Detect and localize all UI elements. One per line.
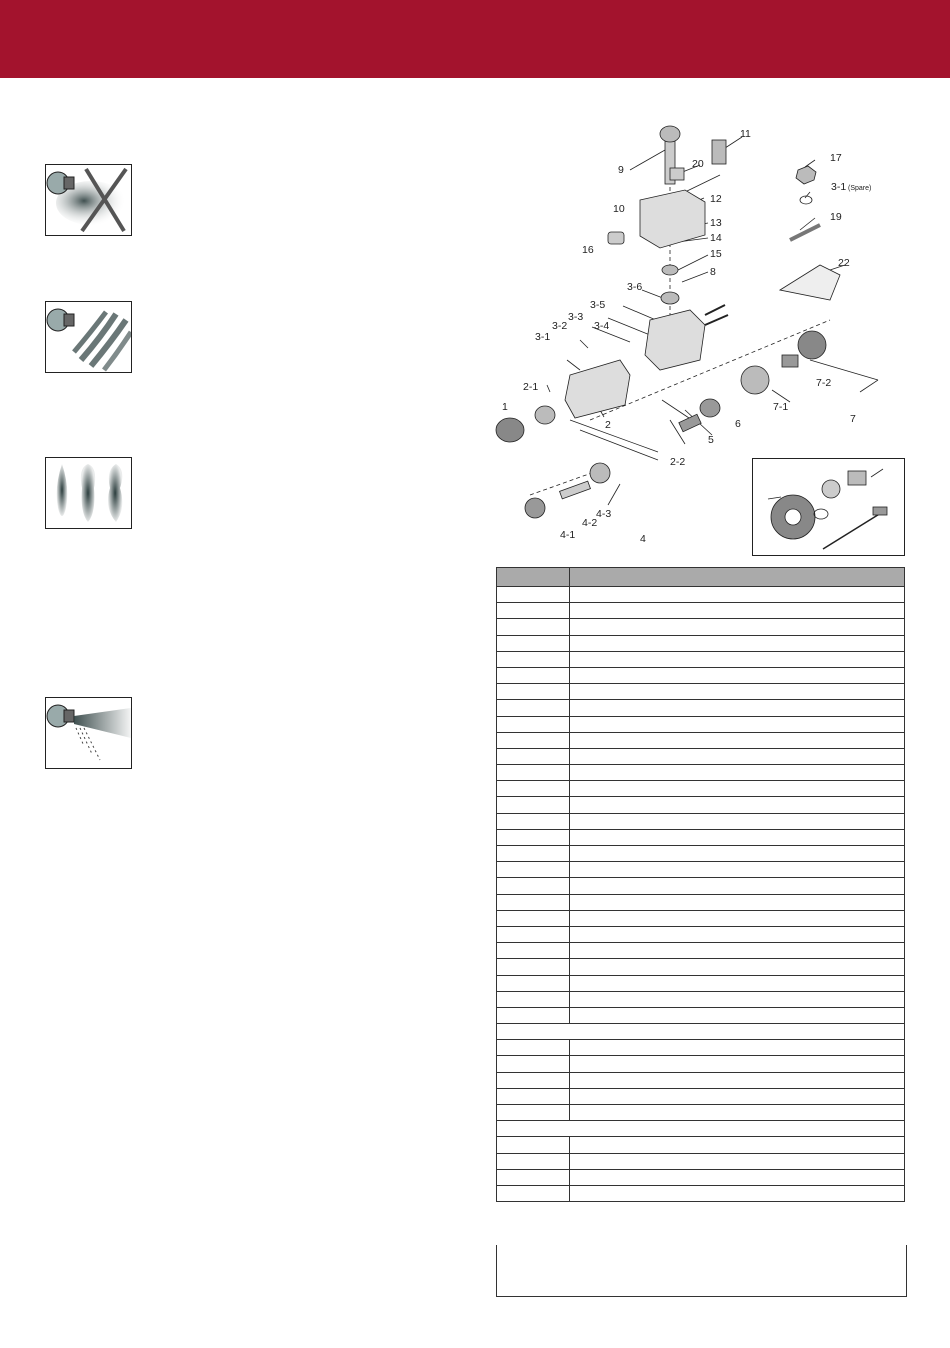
table-cell (570, 878, 905, 894)
table-row (497, 846, 905, 862)
diagram-label: 3-5 (590, 299, 606, 311)
table-row (497, 926, 905, 942)
table-cell (497, 797, 570, 813)
table-cell (570, 732, 905, 748)
header-bar (0, 0, 950, 78)
table-cell (497, 975, 570, 991)
table-cell (497, 716, 570, 732)
diagram-label: 3-3 (568, 311, 584, 323)
table-cell (497, 1137, 570, 1153)
table-header-cell (570, 568, 905, 587)
diagram-label: 10 (613, 203, 625, 215)
spray-pattern-shapes-icon (45, 457, 132, 529)
table-row (497, 635, 905, 651)
diagram-label: 3-2 (552, 320, 568, 332)
table-cell (570, 716, 905, 732)
diagram-label: 7-1 (773, 401, 789, 413)
table-row (497, 1169, 905, 1185)
table-row (497, 1040, 905, 1056)
table-cell (570, 959, 905, 975)
table-cell (570, 926, 905, 942)
table-cell (497, 1169, 570, 1185)
table-row (497, 1007, 905, 1023)
table-row (497, 732, 905, 748)
diagram-label: 12 (710, 193, 722, 205)
table-cell (570, 894, 905, 910)
table-cell (570, 846, 905, 862)
table-cell (570, 943, 905, 959)
table-row (497, 1088, 905, 1104)
table-row (497, 975, 905, 991)
table-cell (570, 635, 905, 651)
table-row (497, 700, 905, 716)
table-row (497, 1137, 905, 1153)
table-row (497, 829, 905, 845)
diagram-label: 13 (710, 217, 722, 229)
diagram-label: 4-1 (560, 529, 576, 541)
table-cell (497, 829, 570, 845)
diagram-label: 14 (710, 232, 722, 244)
diagram-label: 7 (850, 413, 856, 425)
table-cell (570, 1056, 905, 1072)
diagram-label: 3-1 (535, 331, 551, 343)
table-row (497, 587, 905, 603)
wavy-spray-icon (45, 301, 132, 373)
table-cell (570, 813, 905, 829)
diagram-label: 3-1 (831, 181, 847, 193)
diagram-label: 6 (735, 418, 741, 430)
table-cell (497, 926, 570, 942)
table-cell (570, 603, 905, 619)
table-cell (570, 829, 905, 845)
diagram-label: 16 (582, 244, 594, 256)
table-cell (570, 1072, 905, 1088)
diagram-label: 15 (710, 248, 722, 260)
table-cell (570, 1105, 905, 1121)
diagram-label: 4-3 (596, 508, 612, 520)
diagram-label: 4 (640, 533, 646, 545)
table-cell (497, 700, 570, 716)
table-row (497, 943, 905, 959)
spitting-spray-icon (45, 697, 132, 769)
table-cell (497, 813, 570, 829)
table-cell (570, 797, 905, 813)
diagram-label: 2 (605, 419, 611, 431)
diagram-label: 7-2 (816, 377, 832, 389)
table-cell (497, 1105, 570, 1121)
inset-parts-box (752, 458, 905, 556)
table-row (497, 748, 905, 764)
table-cell (570, 587, 905, 603)
table-row (497, 991, 905, 1007)
table-row (497, 797, 905, 813)
diagram-label: (Spare) (848, 185, 872, 192)
table-cell (497, 1088, 570, 1104)
table-cell (497, 1121, 905, 1137)
table-header-cell (497, 568, 570, 587)
table-row (497, 765, 905, 781)
diagram-label: 2-1 (523, 381, 539, 393)
table-cell (570, 1007, 905, 1023)
table-cell (497, 1024, 905, 1040)
table-row (497, 603, 905, 619)
table-row (497, 667, 905, 683)
table-cell (497, 732, 570, 748)
table-row (497, 959, 905, 975)
table-cell (497, 667, 570, 683)
table-cell (570, 991, 905, 1007)
table-cell (497, 1040, 570, 1056)
diagram-label: 3-6 (627, 281, 643, 293)
table-cell (570, 684, 905, 700)
table-cell (497, 1007, 570, 1023)
diagram-label: 2-2 (670, 456, 686, 468)
table-cell (497, 959, 570, 975)
diagram-label: 3-4 (594, 320, 610, 332)
table-row (497, 651, 905, 667)
table-cell (497, 1072, 570, 1088)
table-cell (497, 943, 570, 959)
table-cell (570, 910, 905, 926)
table-row (497, 684, 905, 700)
table-cell (570, 1185, 905, 1201)
diagram-label: 19 (830, 211, 842, 223)
diagram-label: 20 (692, 158, 704, 170)
table-cell (570, 667, 905, 683)
table-cell (497, 910, 570, 926)
table-row (497, 1153, 905, 1169)
table-cell (497, 619, 570, 635)
table-row (497, 1056, 905, 1072)
diagram-label: 22 (838, 257, 850, 269)
table-cell (497, 684, 570, 700)
table-row (497, 619, 905, 635)
table-cell (497, 846, 570, 862)
table-cell (497, 587, 570, 603)
diagram-label: 4-2 (582, 517, 598, 529)
table-cell (570, 862, 905, 878)
table-cell (570, 781, 905, 797)
table-cell (570, 1040, 905, 1056)
table-row (497, 1185, 905, 1201)
table-cell (570, 700, 905, 716)
table-row (497, 1072, 905, 1088)
table-cell (497, 635, 570, 651)
table-cell (497, 603, 570, 619)
table-cell (570, 1153, 905, 1169)
table-row (497, 878, 905, 894)
parts-table (496, 567, 905, 1202)
table-cell (497, 878, 570, 894)
table-cell (570, 765, 905, 781)
table-row (497, 716, 905, 732)
table-cell (497, 748, 570, 764)
table-cell (497, 781, 570, 797)
table-cell (497, 894, 570, 910)
table-cell (497, 862, 570, 878)
table-section-row (497, 1024, 905, 1040)
diagram-label: 1 (502, 401, 508, 413)
table-cell (570, 1088, 905, 1104)
diagram-label: 8 (710, 266, 716, 278)
table-cell (497, 1056, 570, 1072)
table-cell (570, 651, 905, 667)
diagram-label: 5 (708, 434, 714, 446)
table-row (497, 813, 905, 829)
diagram-label: 11 (740, 128, 751, 140)
table-cell (570, 619, 905, 635)
table-cell (497, 1153, 570, 1169)
diagram-label: 9 (618, 164, 624, 176)
table-row (497, 910, 905, 926)
table-cell (497, 991, 570, 1007)
note-box (496, 1245, 907, 1297)
table-cell (497, 765, 570, 781)
table-row (497, 781, 905, 797)
diagram-label: 17 (830, 152, 842, 164)
crossed-out-spray-icon (45, 164, 132, 236)
table-cell (497, 1185, 570, 1201)
table-cell (570, 975, 905, 991)
table-cell (570, 748, 905, 764)
table-row (497, 1105, 905, 1121)
table-cell (497, 651, 570, 667)
table-cell (570, 1169, 905, 1185)
table-row (497, 894, 905, 910)
table-row (497, 862, 905, 878)
table-cell (570, 1137, 905, 1153)
table-section-row (497, 1121, 905, 1137)
